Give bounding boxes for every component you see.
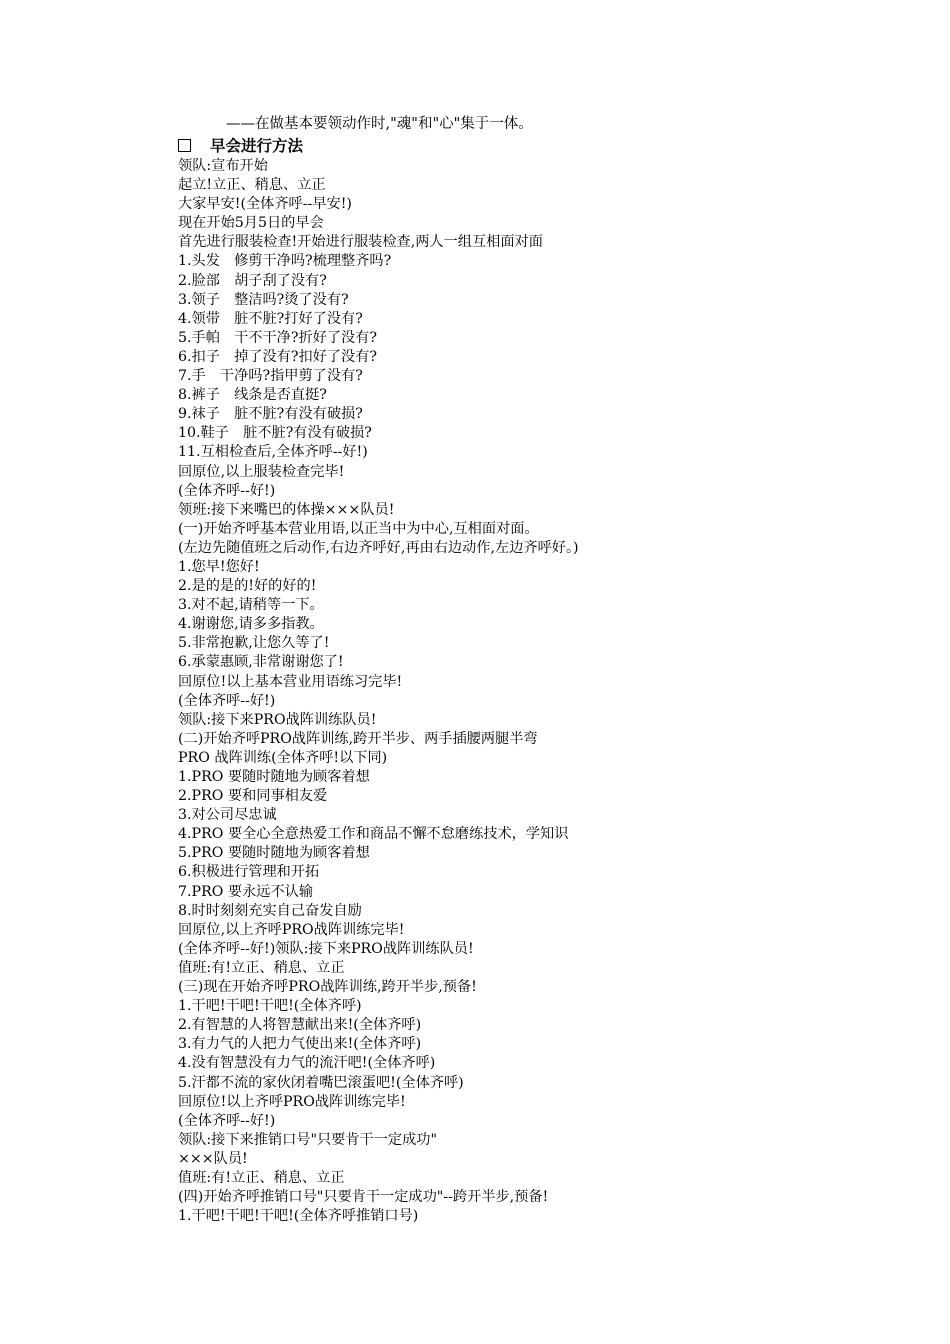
text-line: 3.有力气的人把力气使出来!(全体齐呼) — [178, 1036, 422, 1053]
text-line: 回原位!以上基本营业用语练习完毕! — [178, 673, 403, 690]
text-line: 5.PRO 要随时随地为顾客着想 — [178, 845, 370, 862]
text-line: (三)现在开始齐呼PRO战阵训练,跨开半步,预备! — [178, 979, 477, 996]
text-line: 7.PRO 要永远不认输 — [178, 883, 314, 900]
text-line: (一)开始齐呼基本营业用语,以正当中为中心,互相面对面。 — [178, 520, 539, 537]
text-line: 3.领子 整洁吗?烫了没有? — [178, 291, 349, 308]
text-line: 4.没有智慧没有力气的流汗吧!(全体齐呼) — [178, 1055, 436, 1072]
text-line: 回原位,以上服装检查完毕! — [178, 463, 345, 480]
text-line: (全体齐呼--好!) — [178, 482, 276, 499]
text-line: 领班:接下来嘴巴的体操×××队员! — [178, 501, 395, 518]
checkbox-square-icon — [178, 139, 191, 152]
text-line: 大家早安!(全体齐呼--早安!) — [178, 196, 352, 213]
text-line: 1.您早!您好! — [178, 558, 260, 575]
text-line: (全体齐呼--好!) — [178, 1112, 276, 1129]
text-line: 3.对公司尽忠诚 — [178, 807, 277, 824]
text-line: 6.承蒙惠顾,非常谢谢您了! — [178, 654, 344, 671]
text-line: 2.脸部 胡子刮了没有? — [178, 272, 327, 289]
text-line: 6.积极进行管理和开拓 — [178, 864, 320, 881]
text-line: 8.时时刻刻充实自己奋发自励 — [178, 902, 362, 919]
text-line: 11.互相检查后,全体齐呼--好!) — [178, 444, 368, 461]
text-line: 领队:宣布开始 — [178, 158, 268, 174]
text-line: 4.领带 脏不脏?打好了没有? — [178, 310, 363, 327]
text-line: (左边先随值班之后动作,右边齐呼好,再由右边动作,左边齐呼好。) — [178, 539, 579, 556]
text-line: 8.裤子 线条是否直挺? — [178, 387, 327, 404]
text-line: 2.PRO 要和同事相友爱 — [178, 788, 328, 805]
text-line: 4.PRO 要全心全意热爱工作和商品不懈不怠磨练技术，学知识 — [178, 826, 569, 843]
document-body — [178, 115, 918, 1226]
section-heading — [178, 136, 918, 157]
text-line: 1.PRO 要随时随地为顾客着想 — [178, 769, 370, 785]
section-heading-text: 早会进行方法 — [210, 137, 304, 155]
text-line: 现在开始5月5日的早会 — [178, 215, 324, 232]
text-line: 1.干吧!干吧!干吧!(全体齐呼) — [178, 998, 362, 1015]
text-line: 3.对不起,请稍等一下。 — [178, 597, 324, 614]
text-line: 值班:有!立正、稍息、立正 — [178, 959, 345, 976]
text-line: 4.谢谢您,请多多指教。 — [178, 616, 324, 633]
text-line: (全体齐呼--好!)领队:接下来PRO战阵训练队员! — [178, 940, 474, 957]
text-line: 10.鞋子 脏不脏?有没有破损? — [178, 425, 372, 442]
text-line: 7.手 干净吗?指甲剪了没有? — [178, 368, 363, 385]
text-line: 1.头发 修剪干净吗?梳理整齐吗? — [178, 253, 392, 270]
text-line: 领队:接下来PRO战阵训练队员! — [178, 711, 377, 728]
text-line: 2.有智慧的人将智慧献出来!(全体齐呼) — [178, 1017, 422, 1034]
text-line: 1.干吧!干吧!干吧!(全体齐呼推销口号) — [178, 1208, 419, 1225]
text-line: 值班:有!立正、稍息、立正 — [178, 1169, 345, 1186]
text-line: 领队:接下来推销口号"只要肯干一定成功" — [178, 1131, 438, 1148]
text-line: ×××队员! — [178, 1150, 248, 1167]
text-line: 2.是的是的!好的好的! — [178, 578, 317, 595]
body-lines — [178, 157, 918, 1226]
text-line: 5.汗都不流的家伙闭着嘴巴滚蛋吧!(全体齐呼) — [178, 1074, 464, 1091]
text-line: 回原位!以上齐呼PRO战阵训练完毕! — [178, 1093, 406, 1110]
text-line: PRO 战阵训练(全体齐呼!以下同) — [178, 749, 388, 766]
text-line: 首先进行服装检查!开始进行服装检查,两人一组互相面对面 — [178, 234, 543, 251]
text-line: 9.袜子 脏不脏?有没有破损? — [178, 406, 363, 423]
text-line: 5.手帕 干不干净?折好了没有? — [178, 329, 377, 346]
text-line: 6.扣子 掉了没有?扣好了没有? — [178, 348, 377, 365]
text-line: (四)开始齐呼推销口号"只要肯干一定成功"--跨开半步,预备! — [178, 1189, 549, 1206]
text-line: 5.非常抱歉,让您久等了! — [178, 635, 330, 652]
text-line: 回原位,以上齐呼PRO战阵训练完毕! — [178, 921, 405, 938]
text-line: 起立!立正、稍息、立正 — [178, 177, 326, 194]
intro-line: ——在做基本要领动作时,"魂"和"心"集于一体。 — [226, 116, 533, 132]
text-line: (二)开始齐呼PRO战阵训练,跨开半步、两手插腰两腿半弯 — [178, 730, 538, 747]
text-line: (全体齐呼--好!) — [178, 692, 276, 709]
